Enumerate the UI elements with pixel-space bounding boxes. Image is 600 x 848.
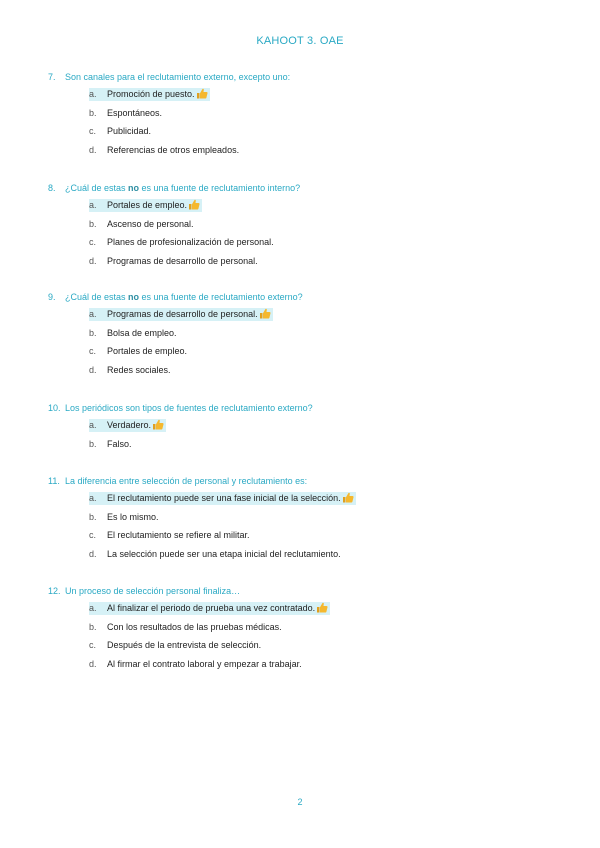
answer-option [89, 364, 171, 377]
option-text: Después de la entrevista de selección. [107, 640, 262, 650]
question-text-start: Los periódicos son tipos de fuentes de reclutamiento externo? [65, 403, 313, 413]
question-text-start: Son canales para el reclutamiento externo, excepto uno: [65, 72, 291, 82]
option-letter: c. [89, 126, 97, 136]
option-letter: d. [89, 658, 97, 669]
answer-option-correct [89, 419, 166, 432]
answer-option [89, 327, 177, 340]
option-text: Portales de empleo. [107, 346, 188, 356]
answer-option-correct [89, 199, 202, 212]
option-letter: b. [89, 327, 97, 338]
option-text: Programas de desarrollo de personal. [107, 255, 258, 266]
option-text: Espontáneos. [107, 107, 163, 118]
option-letter: b. [89, 511, 97, 522]
question-number: 8. [48, 183, 56, 193]
option-letter: c. [89, 530, 97, 540]
answer-option [89, 621, 282, 634]
option-letter: a. [89, 420, 97, 430]
question-number: 12. [48, 586, 61, 596]
question-number: 7. [48, 72, 56, 82]
option-letter: a. [89, 200, 97, 210]
answer-option [89, 345, 187, 358]
thumbs-up-icon [316, 602, 328, 613]
option-letter: d. [89, 144, 97, 155]
option-text: Publicidad. [107, 126, 152, 136]
option-text: Verdadero. [107, 420, 152, 430]
answer-option [89, 125, 151, 138]
question-text [48, 292, 303, 302]
answer-option [89, 511, 159, 524]
option-letter: b. [89, 107, 97, 118]
option-text: Programas de desarrollo de personal. [107, 309, 258, 319]
option-letter: d. [89, 255, 97, 266]
option-letter: a. [89, 89, 97, 99]
question-number: 10. [48, 403, 61, 413]
thumbs-up-icon [342, 492, 354, 503]
option-letter: a. [89, 493, 97, 503]
option-text: El reclutamiento se refiere al militar. [107, 530, 250, 540]
option-text: Referencias de otros empleados. [107, 144, 240, 155]
question-text [48, 476, 307, 486]
answer-option [89, 639, 261, 652]
option-text: La selección puede ser una etapa inicial del reclutamiento. [107, 548, 341, 559]
option-letter: c. [89, 346, 97, 356]
question-text-start: Un proceso de selección personal finaliza… [65, 586, 241, 596]
option-text: Promoción de puesto. [107, 89, 195, 99]
document-title: KAHOOT 3. OAE [256, 35, 344, 47]
option-text: Con los resultados de las pruebas médicas. [107, 621, 282, 632]
option-letter: b. [89, 621, 97, 632]
option-letter: c. [89, 237, 97, 247]
answer-option [89, 658, 302, 671]
answer-option-correct [89, 308, 273, 321]
answer-option [89, 144, 239, 157]
option-text: Redes sociales. [107, 364, 171, 375]
option-text: El reclutamiento puede ser una fase inicial de la selección. [107, 493, 341, 503]
thumbs-up-icon [196, 88, 208, 99]
option-text: Falso. [107, 438, 132, 449]
answer-option [89, 438, 132, 451]
answer-option [89, 529, 250, 542]
option-text: Ascenso de personal. [107, 218, 194, 229]
question-text-emphasis: no [128, 292, 140, 302]
thumbs-up-icon [188, 199, 200, 210]
answer-option [89, 107, 162, 120]
question-text [48, 72, 290, 82]
option-text: Al firmar el contrato laboral y empezar a trabajar. [107, 658, 302, 669]
answer-option-correct [89, 492, 356, 505]
thumbs-up-icon [152, 419, 164, 430]
question-text [48, 183, 300, 193]
option-letter: b. [89, 438, 97, 449]
option-text: Planes de profesionalización de personal. [107, 237, 274, 247]
option-letter: b. [89, 218, 97, 229]
option-text: Bolsa de empleo. [107, 327, 177, 338]
option-letter: a. [89, 309, 97, 319]
option-text: Es lo mismo. [107, 511, 159, 522]
answer-option [89, 236, 274, 249]
page-number: 2 [297, 797, 303, 807]
option-text: Al finalizar el periodo de prueba una vez contratado. [107, 603, 316, 613]
option-letter: d. [89, 364, 97, 375]
option-letter: c. [89, 640, 97, 650]
answer-option-correct [89, 88, 210, 101]
question-text-end: es una fuente de reclutamiento interno? [139, 183, 301, 193]
option-letter: d. [89, 548, 97, 559]
question-text-start: ¿Cuál de estas [65, 292, 129, 302]
answer-option-correct [89, 602, 330, 615]
option-text: Portales de empleo. [107, 200, 188, 210]
answer-option [89, 548, 341, 561]
answer-option [89, 255, 258, 268]
answer-option [89, 218, 194, 231]
question-number: 11. [48, 476, 60, 486]
thumbs-up-icon [259, 308, 271, 319]
question-text-start: ¿Cuál de estas [65, 183, 129, 193]
option-letter: a. [89, 603, 97, 613]
question-text [48, 586, 240, 596]
question-text-emphasis: no [128, 183, 140, 193]
question-number: 9. [48, 292, 56, 302]
question-text [48, 403, 313, 413]
question-text-end: es una fuente de reclutamiento externo? [139, 292, 303, 302]
question-text-start: La diferencia entre selección de personal y reclutamiento es: [65, 476, 308, 486]
